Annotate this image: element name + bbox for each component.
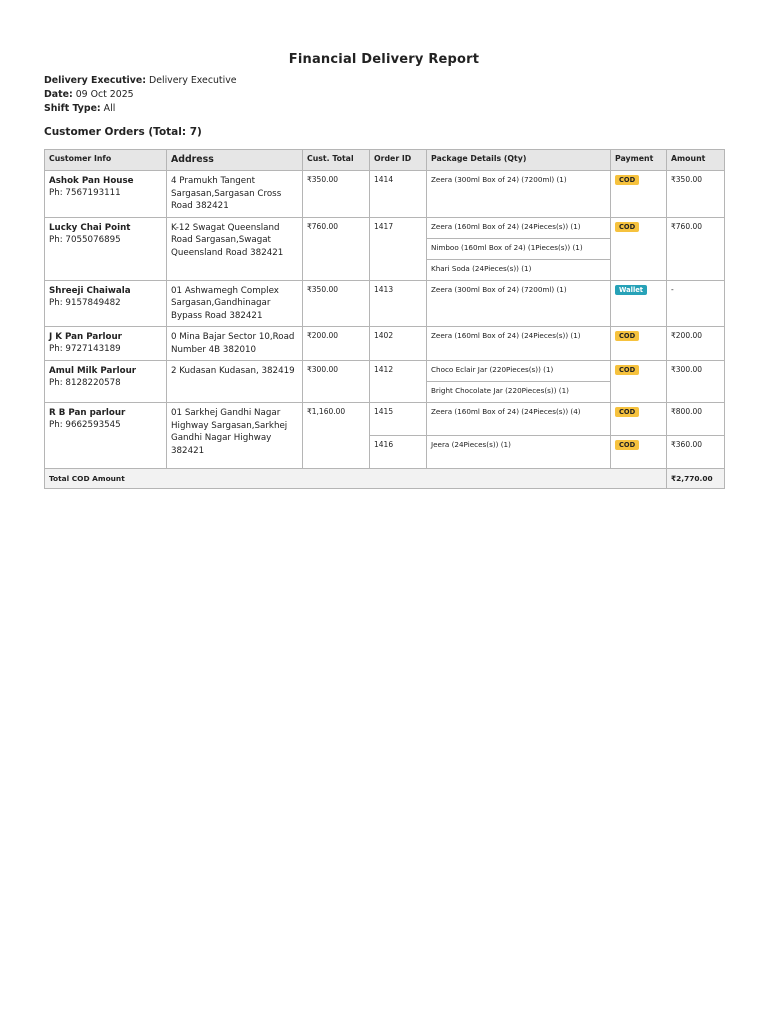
shift-label: Shift Type:	[44, 103, 101, 114]
order-amount: ₹760.00	[667, 217, 725, 280]
total-cod-label: Total COD Amount	[45, 469, 667, 489]
executive-label: Delivery Executive:	[44, 75, 146, 86]
customer-phone: Ph: 9727143189	[49, 344, 121, 354]
customer-name: Shreeji Chaiwala	[49, 285, 131, 296]
customer-phone: Ph: 8128220578	[49, 378, 121, 388]
table-row	[45, 403, 725, 436]
payment-cell	[611, 280, 667, 327]
shift-value: All	[103, 103, 116, 114]
package-detail: Choco Eclair Jar (220Pieces(s)) (1)	[427, 361, 611, 382]
table-row	[45, 217, 725, 238]
header-payment: Payment	[611, 150, 667, 171]
customer-address: 4 Pramukh Tangent Sargasan,Sargasan Cross Road 382421	[167, 171, 303, 218]
date-value: 09 Oct 2025	[75, 89, 134, 100]
customer-info	[45, 361, 167, 403]
customer-name: Ashok Pan House	[49, 176, 134, 186]
orders-table	[44, 149, 725, 489]
shift-line	[44, 103, 115, 114]
package-detail: Nimboo (160ml Box of 24) (1Pieces(s)) (1)	[427, 238, 611, 259]
table-row	[45, 361, 725, 382]
header-address: Address	[167, 150, 303, 171]
customer-total: ₹350.00	[303, 280, 370, 327]
payment-badge: Wallet	[615, 285, 647, 295]
payment-cell	[611, 171, 667, 218]
order-id: 1413	[370, 280, 427, 327]
customer-total: ₹300.00	[303, 361, 370, 403]
order-id: 1415	[370, 403, 427, 436]
payment-badge: COD	[615, 365, 639, 375]
customer-phone: Ph: 9662593545	[49, 420, 121, 430]
header-amount: Amount	[667, 150, 725, 171]
table-header-row	[45, 150, 725, 171]
order-amount: ₹350.00	[667, 171, 725, 218]
executive-value: Delivery Executive	[148, 75, 237, 86]
package-detail: Zeera (160ml Box of 24) (24Pieces(s)) (4)	[427, 403, 611, 436]
customer-info	[45, 280, 167, 327]
package-detail: Khari Soda (24Pieces(s)) (1)	[427, 259, 611, 280]
order-id: 1416	[370, 436, 427, 469]
customer-info	[45, 403, 167, 469]
total-cod-value: ₹2,770.00	[667, 469, 725, 489]
order-id: 1402	[370, 327, 427, 361]
customer-total: ₹350.00	[303, 171, 370, 218]
customer-total: ₹200.00	[303, 327, 370, 361]
package-detail: Bright Chocolate Jar (220Pieces(s)) (1)	[427, 382, 611, 403]
customer-info	[45, 217, 167, 280]
customer-total: ₹760.00	[303, 217, 370, 280]
package-detail: Jeera (24Pieces(s)) (1)	[427, 436, 611, 469]
header-package: Package Details (Qty)	[427, 150, 611, 171]
payment-cell	[611, 361, 667, 403]
customer-phone: Ph: 7567193111	[49, 188, 121, 198]
order-amount: ₹200.00	[667, 327, 725, 361]
customer-total: ₹1,160.00	[303, 403, 370, 469]
section-title: Customer Orders (Total: 7)	[44, 126, 202, 138]
customer-name: J K Pan Parlour	[49, 332, 122, 342]
customer-address: 0 Mina Bajar Sector 10,Road Number 4B 382010	[167, 327, 303, 361]
date-label: Date:	[44, 89, 73, 100]
total-row	[45, 469, 725, 489]
table-row	[45, 280, 725, 327]
order-id: 1412	[370, 361, 427, 403]
header-cust-total: Cust. Total	[303, 150, 370, 171]
header-order-id: Order ID	[370, 150, 427, 171]
order-amount: ₹300.00	[667, 361, 725, 403]
customer-name: Lucky Chai Point	[49, 222, 131, 233]
payment-badge: COD	[615, 407, 639, 417]
payment-cell	[611, 217, 667, 280]
customer-address: 2 Kudasan Kudasan, 382419	[167, 361, 303, 403]
payment-badge: COD	[615, 222, 639, 232]
payment-badge: COD	[615, 440, 639, 450]
payment-cell	[611, 403, 667, 436]
package-detail: Zeera (300ml Box of 24) (7200ml) (1)	[427, 171, 611, 218]
table-row	[45, 327, 725, 361]
order-amount: ₹360.00	[667, 436, 725, 469]
executive-line	[44, 75, 237, 86]
report-title: Financial Delivery Report	[288, 52, 480, 67]
customer-phone: Ph: 9157849482	[49, 297, 121, 308]
table-row	[45, 171, 725, 218]
order-id: 1414	[370, 171, 427, 218]
payment-cell	[611, 436, 667, 469]
package-detail: Zeera (300ml Box of 24) (7200ml) (1)	[427, 280, 611, 327]
customer-info	[45, 171, 167, 218]
header-customer: Customer Info	[45, 150, 167, 171]
package-detail: Zeera (160ml Box of 24) (24Pieces(s)) (1)	[427, 327, 611, 361]
payment-badge: COD	[615, 331, 639, 341]
payment-badge: COD	[615, 175, 639, 185]
payment-cell	[611, 327, 667, 361]
customer-phone: Ph: 7055076895	[49, 234, 121, 245]
date-line	[44, 89, 134, 100]
customer-name: R B Pan parlour	[49, 408, 126, 418]
order-id: 1417	[370, 217, 427, 280]
customer-address: 01 Ashwamegh Complex Sargasan,Gandhinagar Bypass Road 382421	[167, 280, 303, 327]
customer-info	[45, 327, 167, 361]
customer-name: Amul Milk Parlour	[49, 366, 137, 376]
order-amount: ₹800.00	[667, 403, 725, 436]
order-amount: -	[667, 280, 725, 327]
customer-address: K-12 Swagat Queensland Road Sargasan,Swagat Queensland Road 382421	[167, 217, 303, 280]
package-detail: Zeera (160ml Box of 24) (24Pieces(s)) (1)	[427, 217, 611, 238]
customer-address: 01 Sarkhej Gandhi Nagar Highway Sargasan,Sarkhej Gandhi Nagar Highway 382421	[167, 403, 303, 469]
